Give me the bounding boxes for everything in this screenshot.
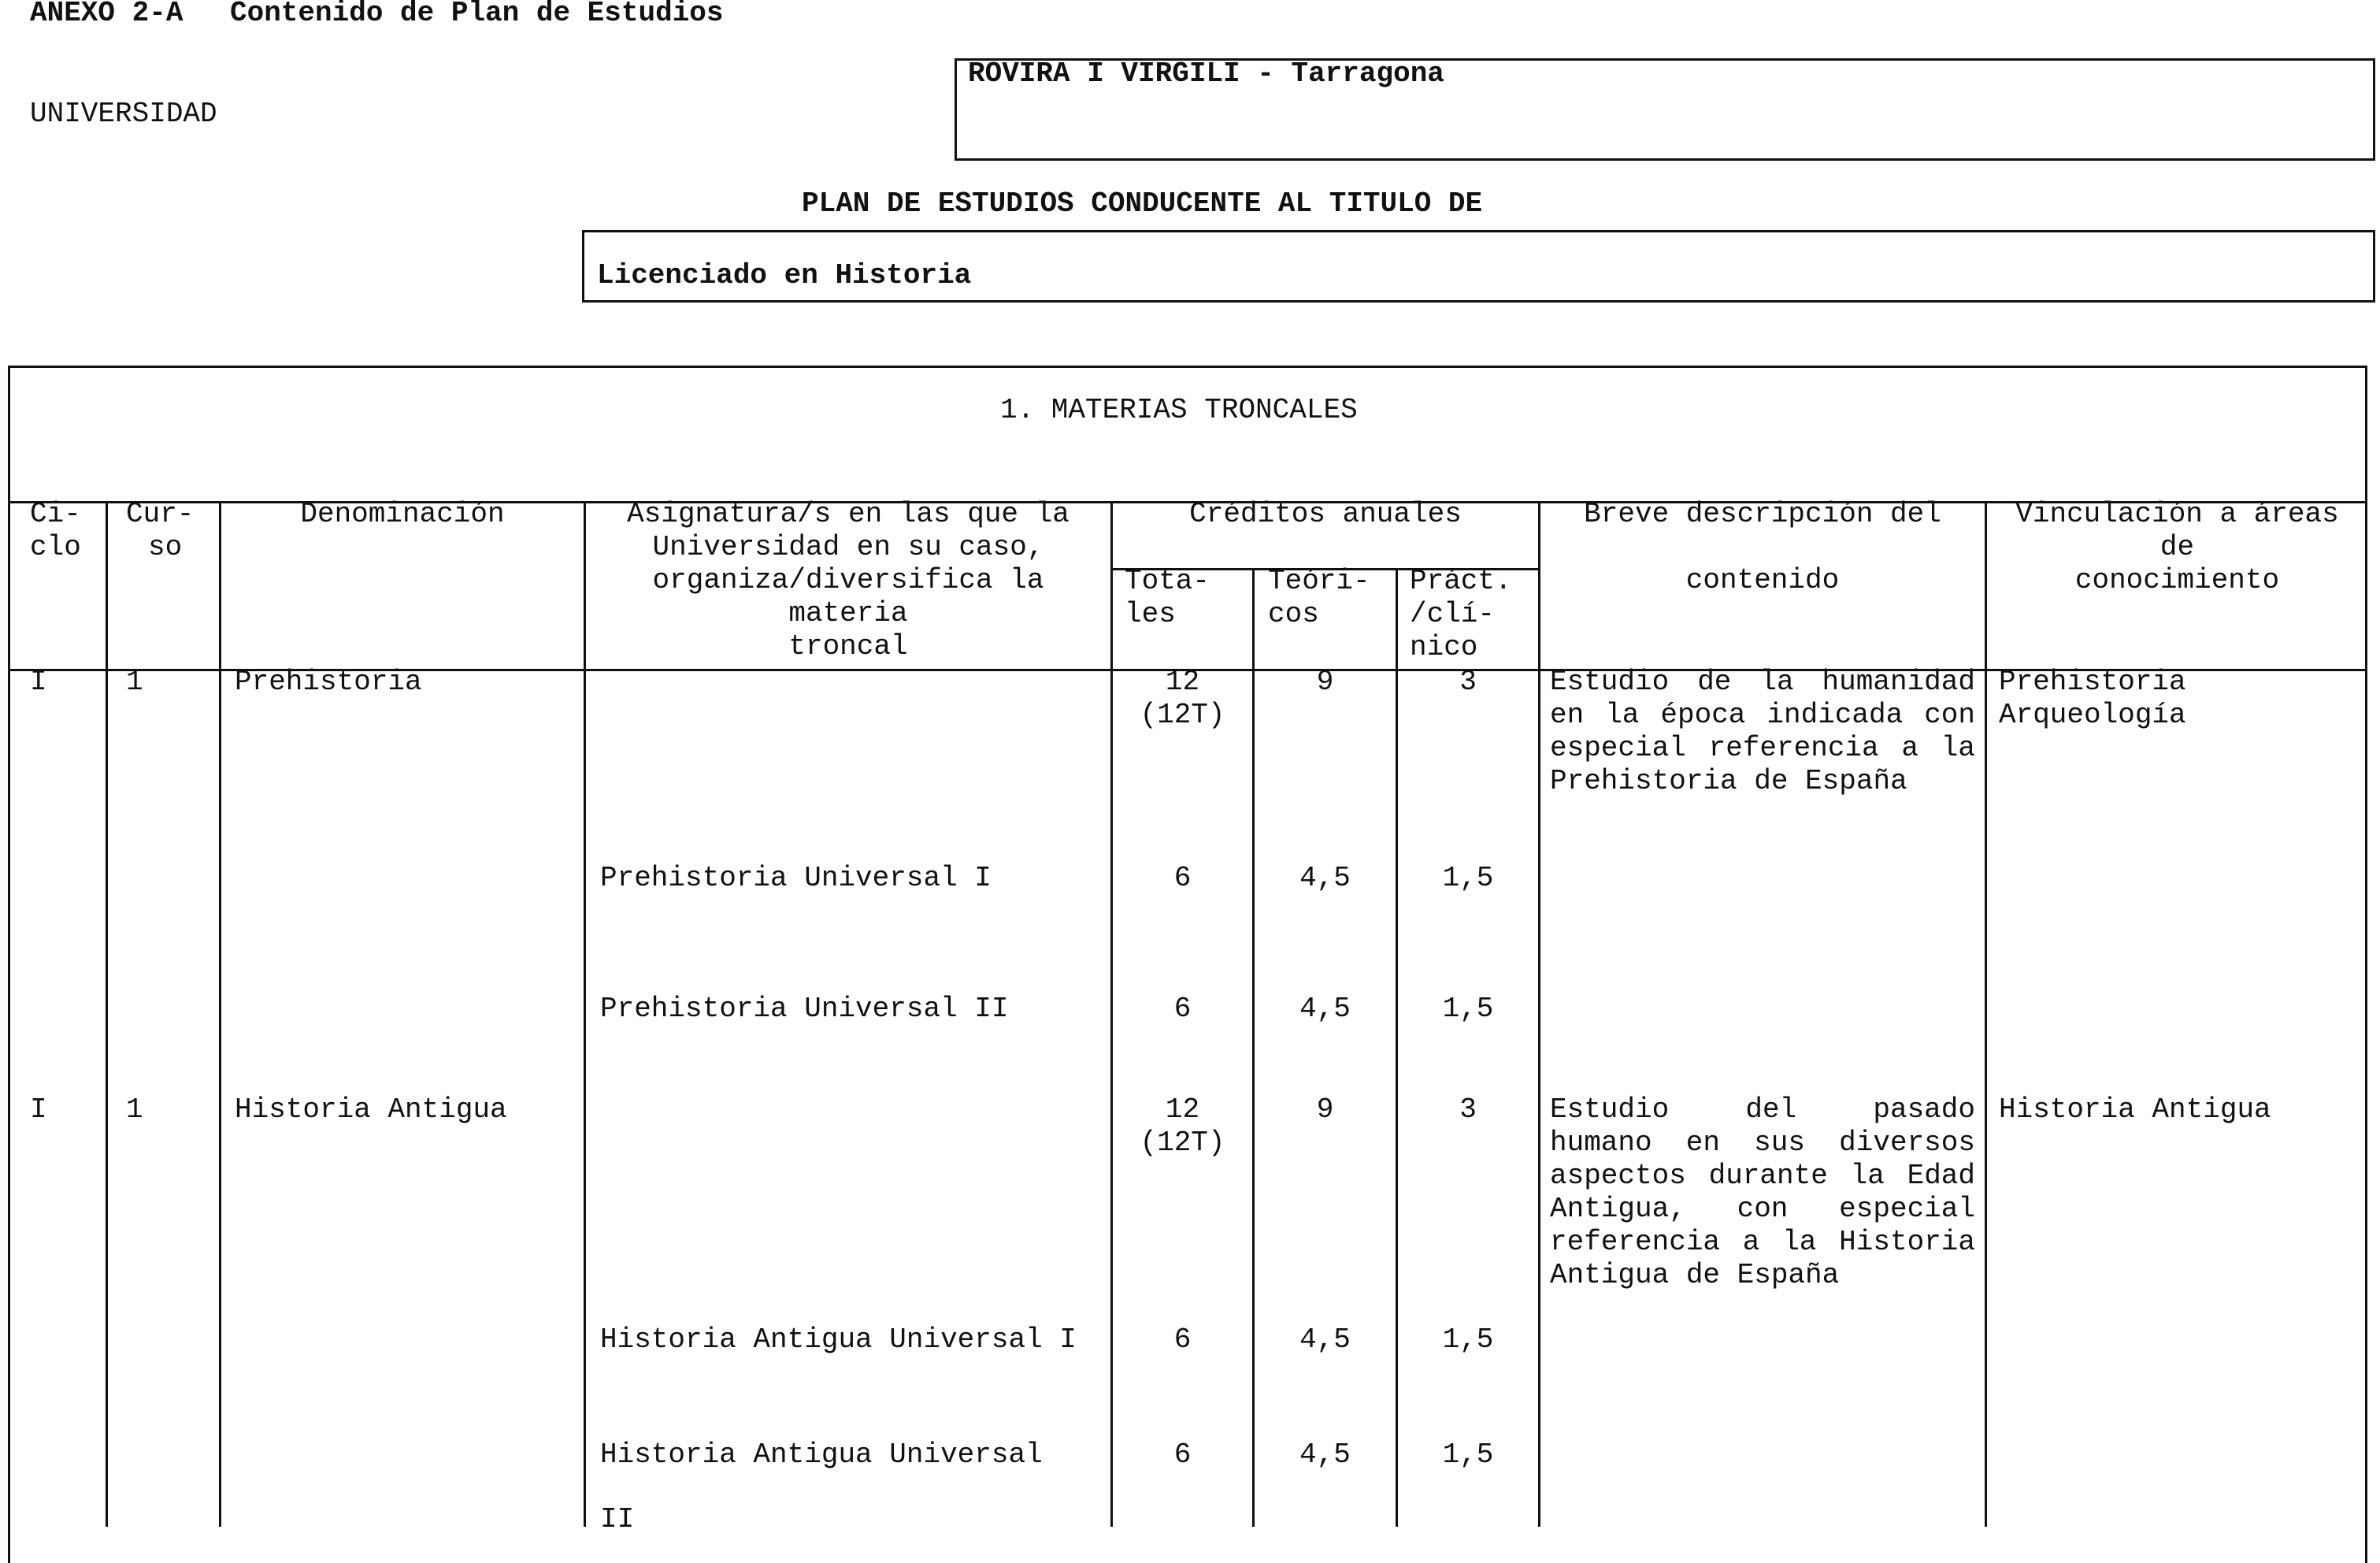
col-rule [1985,501,1987,1527]
table-row-totales: 6 [1173,993,1192,1025]
table-row-vinculacion: Prehistoria Arqueología [1999,666,2186,731]
table-row-practicos: 3 [1459,666,1477,698]
col-rule [1396,568,1398,1527]
table-row-totales: 6 [1173,1439,1192,1471]
table-row-practicos: 1,5 [1442,1324,1494,1356]
table-row-ciclo: I [30,1093,47,1126]
table-row-totales: 12 (12T) [1140,1093,1225,1159]
col-rule [219,501,221,1527]
table-row-asignatura: Prehistoria Universal I [600,862,992,894]
table-row-ciclo: I [30,666,47,698]
table-row-practicos: 3 [1459,1093,1477,1126]
table-row-teoricos: 4,5 [1299,993,1351,1025]
col-header-denominacion: Denominación [300,498,505,530]
col-rule [1538,501,1540,1527]
col-header-teoricos: Teóri- cos [1268,565,1370,630]
col-header-creditos: Créditos anuales [1189,498,1462,530]
table-row-teoricos: 9 [1316,1093,1334,1126]
table-row-practicos: 1,5 [1442,993,1494,1025]
table-row-teoricos: 4,5 [1299,1324,1351,1356]
table-row-vinculacion: Historia Antigua [1999,1093,2271,1126]
table-row-asignatura: Historia Antigua Universal I [600,1324,1077,1356]
col-rule [106,501,108,1527]
col-header-vinculacion: Vinculación a áreas de conocimiento [2015,498,2339,596]
annex-title: Contenido de Plan de Estudios [230,0,724,29]
university-value: ROVIRA I VIRGILI - Tarragona [968,58,1444,90]
degree-value: Licenciado en Historia [597,259,972,291]
table-row-teoricos: 4,5 [1299,862,1351,894]
university-box [955,58,2375,161]
table-row-descripcion: Estudio de la humanidad en la época indicada con especial referencia a la Prehistoria de España [1550,666,1975,797]
table-row-totales: 12 (12T) [1140,666,1225,731]
annex-label: ANEXO 2-A [30,0,184,29]
table-row-curso: 1 [126,1093,143,1126]
col-header-asignatura: Asignatura/s en las que la Universidad en su caso, organiza/diversifica la materia troncal [627,498,1070,663]
col-header-practicos: Práct. /clí- nico [1410,565,1512,663]
table-row-practicos: 1,5 [1442,862,1494,894]
plan-title: PLAN DE ESTUDIOS CONDUCENTE AL TITULO DE [802,187,1483,220]
table-row-teoricos: 9 [1316,666,1334,698]
col-header-curso: Cur- so [126,498,195,563]
col-rule [1252,568,1255,1527]
table-row-denominacion: Prehistoria [235,666,422,698]
col-header-totales: Tota- les [1125,565,1210,630]
table-row-totales: 6 [1173,1324,1192,1356]
table-row-asignatura: Prehistoria Universal II [600,993,1009,1025]
col-header-descripcion: Breve descripción del contenido [1584,498,1941,596]
table-row-totales: 6 [1173,862,1192,894]
table-row-teoricos: 4,5 [1299,1439,1351,1471]
table-row-asignatura: Historia Antigua Universal II [600,1439,1043,1535]
table-row-descripcion: Estudio del pasado humano en sus diversos aspectos durante la Edad Antigua, con especial referencia a la Historia Antigua de España [1550,1093,1975,1291]
table-title: 1. MATERIAS TRONCALES [1000,394,1358,426]
table-row-practicos: 1,5 [1442,1439,1494,1471]
col-header-ciclo: Ci- clo [30,498,81,563]
degree-box [582,230,2375,303]
table-row-curso: 1 [126,666,143,698]
university-label: UNIVERSIDAD [30,98,217,130]
table-row-denominacion: Historia Antigua [235,1093,507,1126]
